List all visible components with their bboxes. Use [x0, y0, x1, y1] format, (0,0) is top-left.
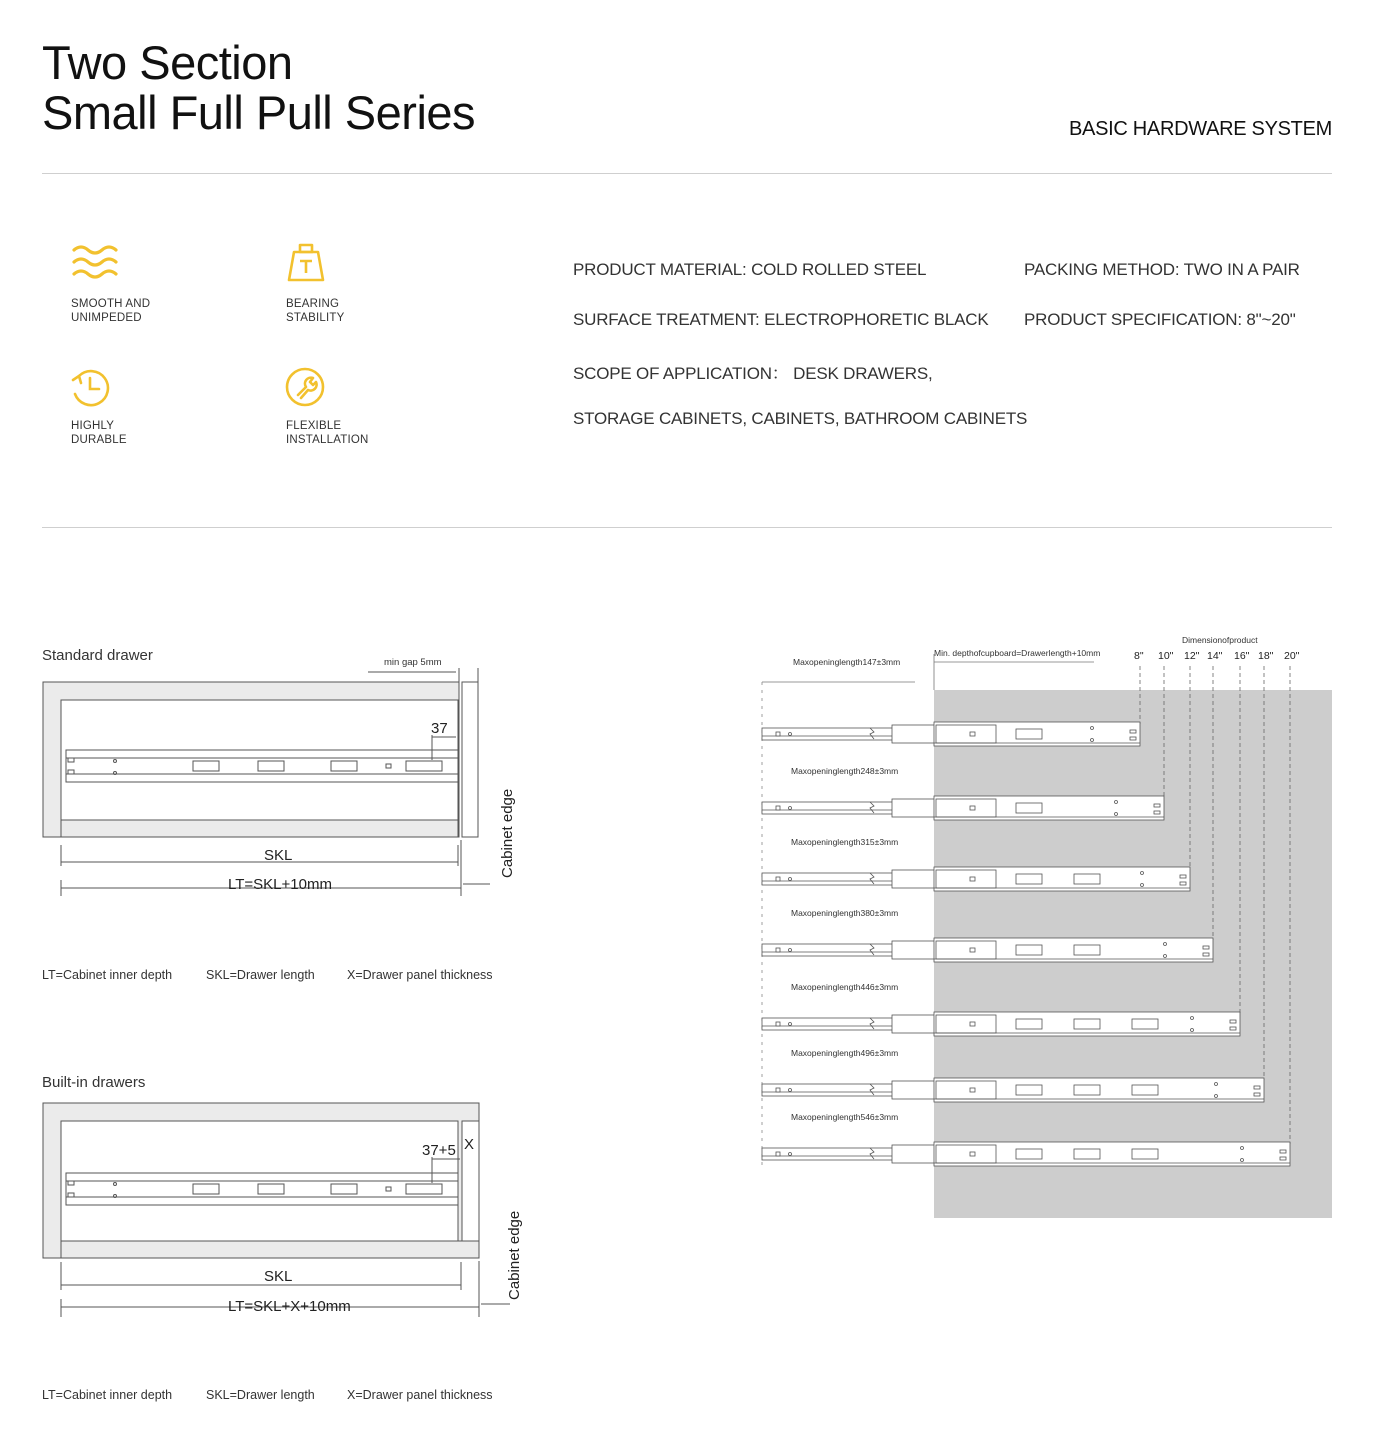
weight-icon	[284, 242, 328, 284]
builtin-drawer-title: Built-in drawers	[42, 1074, 146, 1091]
title-line-1: Two Section	[42, 36, 293, 89]
max-opening-label: Maxopeninglength446±3mm	[791, 982, 899, 992]
x-label: X	[464, 1136, 475, 1153]
size-label: 16"	[1234, 650, 1250, 662]
max-opening-label: Maxopeninglength248±3mm	[791, 766, 899, 776]
size-label: 8"	[1134, 650, 1144, 662]
size-label: 20"	[1284, 650, 1300, 662]
spec-surface: SURFACE TREATMENT: ELECTROPHORETIC BLACK	[573, 310, 989, 329]
feature-bearing: BEARING STABILITY	[286, 298, 345, 324]
min-gap-label: min gap 5mm	[384, 657, 442, 668]
max-opening-label: Maxopeninglength546±3mm	[791, 1112, 899, 1122]
spec-scope-1: SCOPE OF APPLICATION： DESK DRAWERS,	[573, 364, 933, 383]
builtin-legend-x: X=Drawer panel thickness	[347, 1388, 493, 1402]
dimension-header: Dimensionofproduct	[1182, 635, 1258, 645]
standard-legend-lt: LT=Cabinet inner depth	[42, 968, 173, 982]
feature-installation: FLEXIBLE INSTALLATION	[286, 420, 369, 446]
builtin-cabinet-edge-label: Cabinet edge	[506, 1210, 523, 1300]
top-divider	[42, 173, 1332, 174]
slide-row	[762, 1142, 1290, 1166]
slide-row	[762, 722, 1140, 746]
max-opening-label: Maxopeninglength496±3mm	[791, 1048, 899, 1058]
slide-row	[762, 796, 1164, 820]
max-opening-label: Maxopeninglength147±3mm	[793, 657, 901, 667]
slide-row	[762, 938, 1213, 962]
size-label: 10"	[1158, 650, 1174, 662]
slide-row	[762, 867, 1190, 891]
builtin-skl-label: SKL	[264, 1268, 293, 1285]
builtin-drawer-diagram	[0, 1095, 560, 1325]
slide-row	[762, 1078, 1264, 1102]
spec-specification: PRODUCT SPECIFICATION: 8"~20"	[1024, 310, 1296, 329]
wrench-icon	[284, 366, 328, 410]
builtin-lt-label: LT=SKL+X+10mm	[228, 1298, 351, 1315]
standard-legend-x: X=Drawer panel thickness	[347, 968, 493, 982]
brand-label: BASIC HARDWARE SYSTEM	[1069, 118, 1332, 140]
builtin-legend-lt: LT=Cabinet inner depth	[42, 1388, 173, 1402]
standard-legend-skl: SKL=Drawer length	[206, 968, 315, 982]
skl-label: SKL	[264, 847, 293, 864]
size-label: 12"	[1184, 650, 1200, 662]
clock-icon	[69, 366, 113, 410]
lt-label: LT=SKL+10mm	[228, 876, 332, 893]
mid-divider	[42, 527, 1332, 528]
size-label: 14"	[1207, 650, 1223, 662]
title-line-2: Small Full Pull Series	[42, 86, 476, 139]
spec-scope-2: STORAGE CABINETS, CABINETS, BATHROOM CABINETS	[573, 409, 1028, 428]
feature-durable: HIGHLY DURABLE	[71, 420, 127, 446]
size-label: 18"	[1258, 650, 1274, 662]
max-opening-label: Maxopeninglength315±3mm	[791, 837, 899, 847]
dimension-diagram	[750, 630, 1340, 1230]
spec-packing: PACKING METHOD: TWO IN A PAIR	[1024, 260, 1300, 279]
waves-icon	[70, 242, 122, 286]
cabinet-edge-label: Cabinet edge	[499, 788, 516, 878]
min-depth-label: Min. depthofcupboard=Drawerlength+10mm	[934, 648, 1101, 658]
slide-row	[762, 1012, 1240, 1036]
spec-material: PRODUCT MATERIAL: COLD ROLLED STEEL	[573, 260, 927, 279]
standard-drawer-diagram	[0, 640, 560, 900]
dim-37-5-label: 37+5	[422, 1142, 456, 1159]
max-opening-label: Maxopeninglength380±3mm	[791, 908, 899, 918]
feature-smooth: SMOOTH AND UNIMPEDED	[71, 298, 151, 324]
builtin-legend-skl: SKL=Drawer length	[206, 1388, 315, 1402]
dim-37-label: 37	[431, 720, 448, 737]
page-title	[42, 38, 475, 138]
standard-drawer-title: Standard drawer	[42, 647, 153, 664]
